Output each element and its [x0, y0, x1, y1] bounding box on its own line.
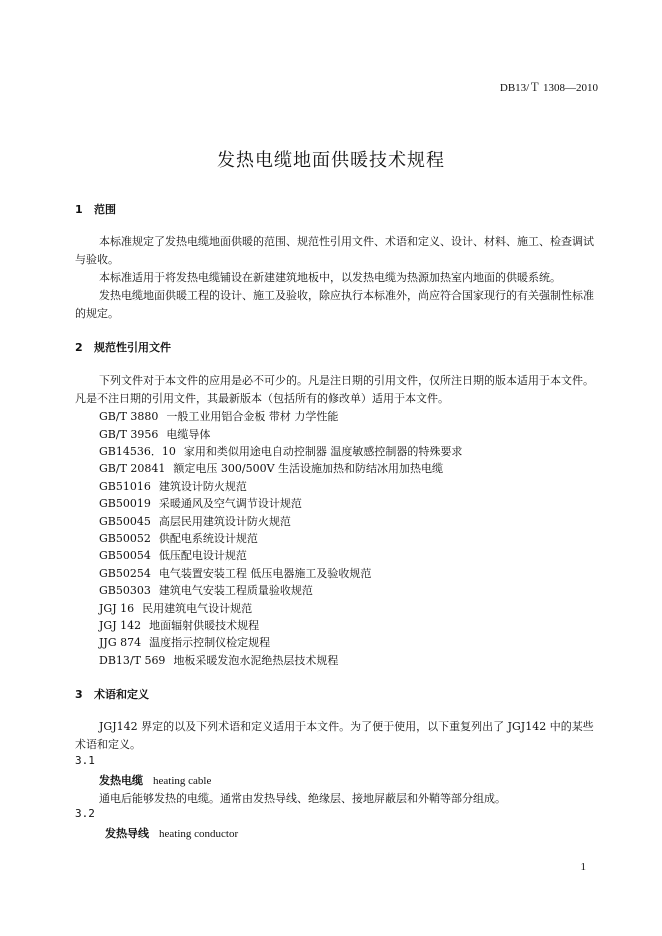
- reference-code: GB14536．10: [99, 445, 176, 458]
- reference-title: 建筑设计防火规范: [158, 480, 247, 493]
- term-definition: 通电后能够发热的电缆。通常由发热导线、绝缘层、接地屏蔽层和外鞘等部分组成。: [99, 792, 506, 805]
- reference-title: 地面辐射供暖技术规程: [149, 619, 260, 632]
- reference-title: 低压配电设计规范: [158, 549, 247, 562]
- clause-number: 3.2: [75, 807, 95, 820]
- reference-title: 地板采暖发泡水泥绝热层技术规程: [173, 654, 339, 667]
- scope-paragraph-2: 本标准适用于将发热电缆铺设在新建建筑地板中，以发热电缆为热源加热室内地面的供暖系统。: [99, 271, 561, 284]
- reference-item: [99, 600, 252, 616]
- reference-title: 一般工业用铝合金板 带材 力学性能: [166, 410, 339, 423]
- reference-code: GB50045: [99, 515, 151, 528]
- term-english: heating cable: [153, 775, 212, 787]
- reference-item: [99, 478, 247, 494]
- reference-code: GB/T 3956: [99, 428, 159, 441]
- reference-item: [99, 443, 462, 459]
- reference-title: 高层民用建筑设计防火规范: [158, 515, 291, 528]
- reference-item: [99, 513, 291, 529]
- reference-title: 额定电压 300/500V 生活设施加热和防结冰用加热电缆: [173, 462, 444, 475]
- reference-code: DB13/T 569: [99, 654, 166, 667]
- reference-title: 家用和类似用途电自动控制器 温度敏感控制器的特殊要求: [183, 445, 463, 458]
- references-intro: 下列文件对于本文件的应用是必不可少的。凡是注日期的引用文件，仅所注日期的版本适用于本文件。凡是不注日期的引用文件，其最新版本（包括所有的修改单）适用于本文件。: [75, 374, 594, 405]
- reference-title: 温度指示控制仪检定规程: [149, 636, 271, 649]
- section-title: 范围: [94, 203, 116, 216]
- term-entry: [105, 825, 238, 841]
- reference-item: [99, 547, 247, 563]
- reference-item: [99, 408, 338, 424]
- page-title: 发热电缆地面供暖技术规程: [217, 150, 445, 171]
- reference-item: [99, 582, 313, 598]
- reference-code: JGJ 16: [99, 602, 135, 615]
- section-3-heading: [75, 686, 149, 702]
- reference-item: [99, 565, 371, 581]
- term-chinese: 发热电缆: [99, 774, 143, 787]
- reference-item: [99, 634, 270, 650]
- reference-code: GB50303: [99, 584, 151, 597]
- reference-title: 供配电系统设计规范: [158, 532, 258, 545]
- reference-item: [99, 652, 338, 668]
- reference-title: 电缆导体: [166, 428, 211, 441]
- reference-code: GB50052: [99, 532, 151, 545]
- section-number: 1: [75, 203, 83, 216]
- reference-code: GB/T 20841: [99, 462, 166, 475]
- term-english: heating conductor: [159, 828, 239, 840]
- term-entry: [99, 772, 211, 788]
- reference-item: [99, 617, 259, 633]
- reference-code: GB50054: [99, 549, 151, 562]
- section-title: 规范性引用文件: [94, 341, 171, 354]
- reference-title: 建筑电气安装工程质量验收规范: [158, 584, 313, 597]
- reference-item: [99, 426, 210, 442]
- reference-item: [99, 495, 302, 511]
- reference-code: JGJ 142: [99, 619, 142, 632]
- reference-item: [99, 530, 258, 546]
- section-number: 3: [75, 688, 83, 701]
- standard-number: DB13/Ｔ 1308—2010: [499, 82, 598, 94]
- page-number: 1: [580, 861, 586, 873]
- section-title: 术语和定义: [94, 688, 149, 701]
- section-1-heading: [75, 201, 116, 217]
- reference-code: GB51016: [99, 480, 151, 493]
- clause-number: 3.1: [75, 754, 95, 767]
- scope-paragraph-3: 发热电缆地面供暖工程的设计、施工及验收，除应执行本标准外，尚应符合国家现行的有关强制性标准的规定。: [75, 289, 594, 320]
- reference-title: 采暖通风及空气调节设计规范: [158, 497, 302, 510]
- term-chinese: 发热导线: [105, 827, 149, 840]
- section-number: 2: [75, 341, 83, 354]
- reference-code: GB50254: [99, 567, 151, 580]
- reference-code: GB50019: [99, 497, 151, 510]
- reference-code: GB/T 3880: [99, 410, 159, 423]
- scope-paragraph-1: 本标准规定了发热电缆地面供暖的范围、规范性引用文件、术语和定义、设计、材料、施工、检查调试与验收。: [75, 235, 594, 266]
- reference-title: 民用建筑电气设计规范: [142, 602, 253, 615]
- reference-title: 电气装置安装工程 低压电器施工及验收规范: [158, 567, 372, 580]
- section-2-heading: [75, 339, 171, 355]
- reference-item: [99, 460, 443, 476]
- reference-code: JJG 874: [99, 636, 142, 649]
- terms-intro: JGJ142 界定的以及下列术语和定义适用于本文件。为了便于使用，以下重复列出了 JGJ142 中的某些术语和定义。: [75, 720, 594, 751]
